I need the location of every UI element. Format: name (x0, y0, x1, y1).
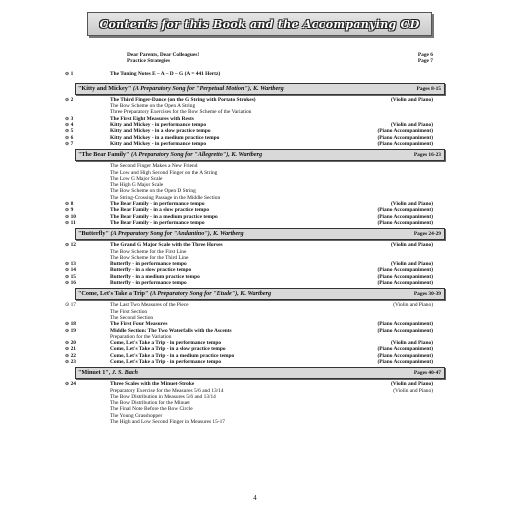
section-subtitle: (A Preparatory Song for "Andantino"), (110, 230, 212, 238)
section-subtitle: (A Preparatory Song for "Allegretto"), (131, 151, 230, 159)
track-number: ⊙ 15 (65, 273, 76, 280)
row-instrumentation: (Piano Accompaniment) (377, 219, 433, 226)
track-number: ⊙ 7 (65, 140, 74, 147)
section-pages: Pages 30-39 (413, 291, 441, 298)
section-author: K. Wartberg (231, 151, 263, 159)
row-instrumentation: (Violin and Piano) (390, 201, 433, 208)
track-number: ⊙ 8 (65, 201, 74, 208)
cd-icon: ⊙ (65, 302, 70, 309)
section-subtitle: (A Preparatory Song for "Perpetual Motion"), (132, 84, 252, 92)
track-number: ⊙ 4 (65, 122, 74, 129)
row-text: The Third Finger-Dance (on the G String with Portato Strokes) (110, 96, 256, 103)
cd-icon: ⊙ (65, 213, 70, 220)
track-number: ⊙ 11 (65, 219, 76, 226)
row-text: Three Scales with the Minuet-Stroke (110, 381, 195, 388)
cd-icon: ⊙ (65, 115, 70, 122)
contents-row (65, 280, 433, 287)
page-number: 4 (253, 494, 257, 502)
row-text: Come, Let's Take a Trip - in a medium practice tempo (110, 352, 235, 359)
cd-icon: ⊙ (65, 122, 70, 129)
cd-icon: ⊙ (65, 273, 70, 280)
row-text: The Bow Distribution for the Minuet (110, 400, 190, 407)
row-text: Come, Let's Take a Trip - in a slow practice tempo (110, 346, 226, 353)
track-number: ⊙ 12 (65, 242, 76, 249)
cd-icon: ⊙ (65, 280, 70, 287)
cd-icon: ⊙ (65, 201, 70, 208)
track-number: ⊙ 5 (65, 128, 74, 135)
row-text: Come, Let's Take a Trip - in performance tempo (110, 358, 222, 365)
intro-page: Page 7 (417, 58, 433, 65)
row-instrumentation: (Violin and Piano) (393, 302, 433, 309)
row-text: The Low and High Second Finger on the A String (110, 169, 218, 176)
row-text: The Bear Family - in performance tempo (110, 219, 205, 226)
cd-icon: ⊙ (65, 140, 70, 147)
row-instrumentation: (Violin and Piano) (390, 122, 433, 129)
row-text: The Second Section (110, 314, 154, 321)
cd-icon: ⊙ (65, 352, 70, 359)
banner-title: Contents for this Book and the Accompanying CD (99, 17, 420, 31)
row-text: The Bow Scheme on the Open A String (110, 103, 196, 110)
row-text: Kitty and Mickey - in performance tempo (110, 140, 207, 147)
section-header (75, 228, 445, 240)
cd-icon: ⊙ (65, 242, 70, 249)
row-text: Middle Section: The Two Waterfalls with the Ascents (110, 327, 232, 334)
section-title: "The Bear Family" (78, 151, 130, 159)
row-instrumentation: (Piano Accompaniment) (377, 358, 433, 365)
track-number: ⊙ 1 (65, 70, 74, 77)
row-instrumentation: (Piano Accompaniment) (377, 327, 433, 334)
cd-icon: ⊙ (65, 96, 70, 103)
row-text: The High G Major Scale (110, 182, 164, 189)
row-text: Come, Let's Take a Trip - in performance tempo (110, 340, 222, 347)
track-number: ⊙ 23 (65, 358, 76, 365)
row-text: The High and Low Second Finger in Measures 15-17 (110, 419, 225, 426)
track-number: ⊙ 16 (65, 280, 76, 287)
row-text: The Bear Family - in a slow practice tempo (110, 207, 210, 214)
row-instrumentation: (Piano Accompaniment) (377, 280, 433, 287)
section-header (75, 288, 445, 300)
row-text: Butterfly - in a slow practice tempo (110, 267, 192, 274)
section-subtitle: (A Preparatory Song for "Etude"), (149, 290, 239, 298)
track-number: ⊙ 13 (65, 261, 76, 268)
cd-icon: ⊙ (65, 340, 70, 347)
sections (65, 83, 441, 426)
track-number: ⊙ 9 (65, 207, 74, 214)
cd-icon: ⊙ (65, 219, 70, 226)
cd-icon: ⊙ (65, 261, 70, 268)
section-title: "Butterfly" (78, 230, 109, 238)
track-number: ⊙ 10 (65, 213, 76, 220)
section-pages: Pages 40-47 (413, 370, 441, 377)
cd-icon: ⊙ (65, 321, 70, 328)
row-text: The First Four Measures (110, 321, 168, 328)
row-text: Kitty and Mickey - in a slow practice tempo (110, 128, 211, 135)
track-number: ⊙ 3 (65, 115, 74, 122)
section-header (75, 149, 445, 161)
row-text: Kitty and Mickey - in a medium practice tempo (110, 134, 220, 141)
cd-icon: ⊙ (65, 381, 70, 388)
row-text: Butterfly - in a medium practice tempo (110, 273, 200, 280)
section-author: K. Wartberg (240, 290, 272, 298)
section-title-line (78, 368, 138, 378)
row-text: The Bow Scheme for the Third Line (110, 254, 189, 261)
contents-row (65, 358, 433, 365)
section-author: K. Wartberg (252, 84, 284, 92)
row-text: The String-Crossing Passage in the Middle Section (110, 194, 221, 201)
section-title: "Minuet 1", (78, 369, 111, 377)
intro-page: Page 6 (417, 52, 433, 58)
row-text: Kitty and Mickey - in performance tempo (110, 122, 207, 129)
row-instrumentation: (Piano Accompaniment) (377, 128, 433, 135)
intro-row (87, 58, 433, 64)
cd-icon: ⊙ (65, 346, 70, 353)
row-text: The Second Finger Makes a New Friend (110, 163, 198, 170)
row-text: The Low G Major Scale (110, 175, 163, 182)
section-header (75, 367, 445, 379)
section-title: "Come, Let's Take a Trip" (78, 290, 149, 298)
row-instrumentation: (Violin and Piano) (390, 96, 433, 103)
cd-icon: ⊙ (65, 207, 70, 214)
row-instrumentation: (Violin and Piano) (390, 381, 433, 388)
section-pages: Pages 16-23 (413, 152, 441, 159)
section-author: K. Wartberg (212, 230, 244, 238)
row-text: The Young Grasshopper (110, 412, 163, 419)
row-instrumentation: (Piano Accompaniment) (377, 134, 433, 141)
section-title-line (78, 84, 284, 94)
section-header (75, 83, 445, 95)
row-text: The Last Two Measures of the Piece (110, 302, 189, 309)
contents-list (65, 52, 441, 426)
tuning-row (65, 70, 433, 77)
tuning-text: The Tuning Notes E – A – D – G (A = 441 Hertz) (110, 70, 221, 77)
intro-text: Practice Strategies (127, 58, 170, 65)
row-instrumentation: (Piano Accompaniment) (377, 213, 433, 220)
track-number: ⊙ 6 (65, 134, 74, 141)
section-pages: Pages 8-15 (416, 85, 441, 92)
intro-text: Dear Parents, Dear Colleagues! (127, 52, 200, 58)
row-instrumentation: (Piano Accompaniment) (377, 352, 433, 359)
track-number: ⊙ 2 (65, 96, 74, 103)
row-instrumentation: (Piano Accompaniment) (377, 267, 433, 274)
row-instrumentation: (Piano Accompaniment) (377, 273, 433, 280)
row-text: Three Preparatory Exercises for the Bow Scheme of the Variation (110, 109, 252, 116)
row-instrumentation: (Violin and Piano) (390, 242, 433, 249)
track-number: ⊙ 14 (65, 267, 76, 274)
section-title-line (78, 229, 244, 239)
cd-icon: ⊙ (65, 128, 70, 135)
row-text: Preparation for the Variation (110, 333, 172, 340)
row-text: The First Eight Measures with Rests (110, 115, 194, 122)
row-text: Preparatory Exercise for the Measures 5/6 and 13/14 (110, 387, 224, 394)
row-instrumentation: (Piano Accompaniment) (377, 321, 433, 328)
row-text: The Bow Scheme for the First Line (110, 248, 187, 255)
row-text: The Bear Family - in performance tempo (110, 201, 205, 208)
row-instrumentation: (Piano Accompaniment) (377, 346, 433, 353)
contents-banner (87, 12, 432, 36)
track-number: ⊙ 17 (65, 302, 76, 309)
contents-row (87, 419, 433, 425)
cd-icon: ⊙ (65, 70, 70, 77)
row-text: The First Section (110, 308, 148, 315)
track-number: ⊙ 19 (65, 327, 76, 334)
section-title-line (78, 150, 262, 160)
cd-icon: ⊙ (65, 267, 70, 274)
row-instrumentation: (Violin and Piano) (390, 340, 433, 347)
section-pages: Pages 24-29 (413, 231, 441, 238)
row-instrumentation: (Violin and Piano) (393, 387, 433, 394)
section-title-line (78, 289, 271, 299)
section-author: J. S. Bach (111, 369, 138, 377)
contents-row (65, 140, 433, 147)
row-text: The Bow Distribution in Measures 5/6 and 13/14 (110, 393, 216, 400)
row-text: The Final Note Before the Bow Circle (110, 406, 193, 413)
contents-row (65, 219, 433, 226)
row-instrumentation: (Piano Accompaniment) (377, 140, 433, 147)
cd-icon: ⊙ (65, 134, 70, 141)
track-number: ⊙ 24 (65, 381, 76, 388)
row-text: The Bow Scheme on the Open D String (110, 188, 196, 195)
track-number: ⊙ 22 (65, 352, 76, 359)
row-text: Butterfly - in performance tempo (110, 261, 187, 268)
cd-icon: ⊙ (65, 327, 70, 334)
cd-icon: ⊙ (65, 358, 70, 365)
row-text: Butterfly - in performance tempo (110, 280, 187, 287)
row-text: The Bear Family - in a medium practice tempo (110, 213, 218, 220)
row-text: The Grand G Major Scale with the Three Horses (110, 242, 223, 249)
track-number: ⊙ 20 (65, 340, 76, 347)
track-number: ⊙ 21 (65, 346, 76, 353)
track-number: ⊙ 18 (65, 321, 76, 328)
section-title: "Kitty and Mickey" (78, 84, 132, 92)
row-instrumentation: (Piano Accompaniment) (377, 207, 433, 214)
row-instrumentation: (Violin and Piano) (390, 261, 433, 268)
